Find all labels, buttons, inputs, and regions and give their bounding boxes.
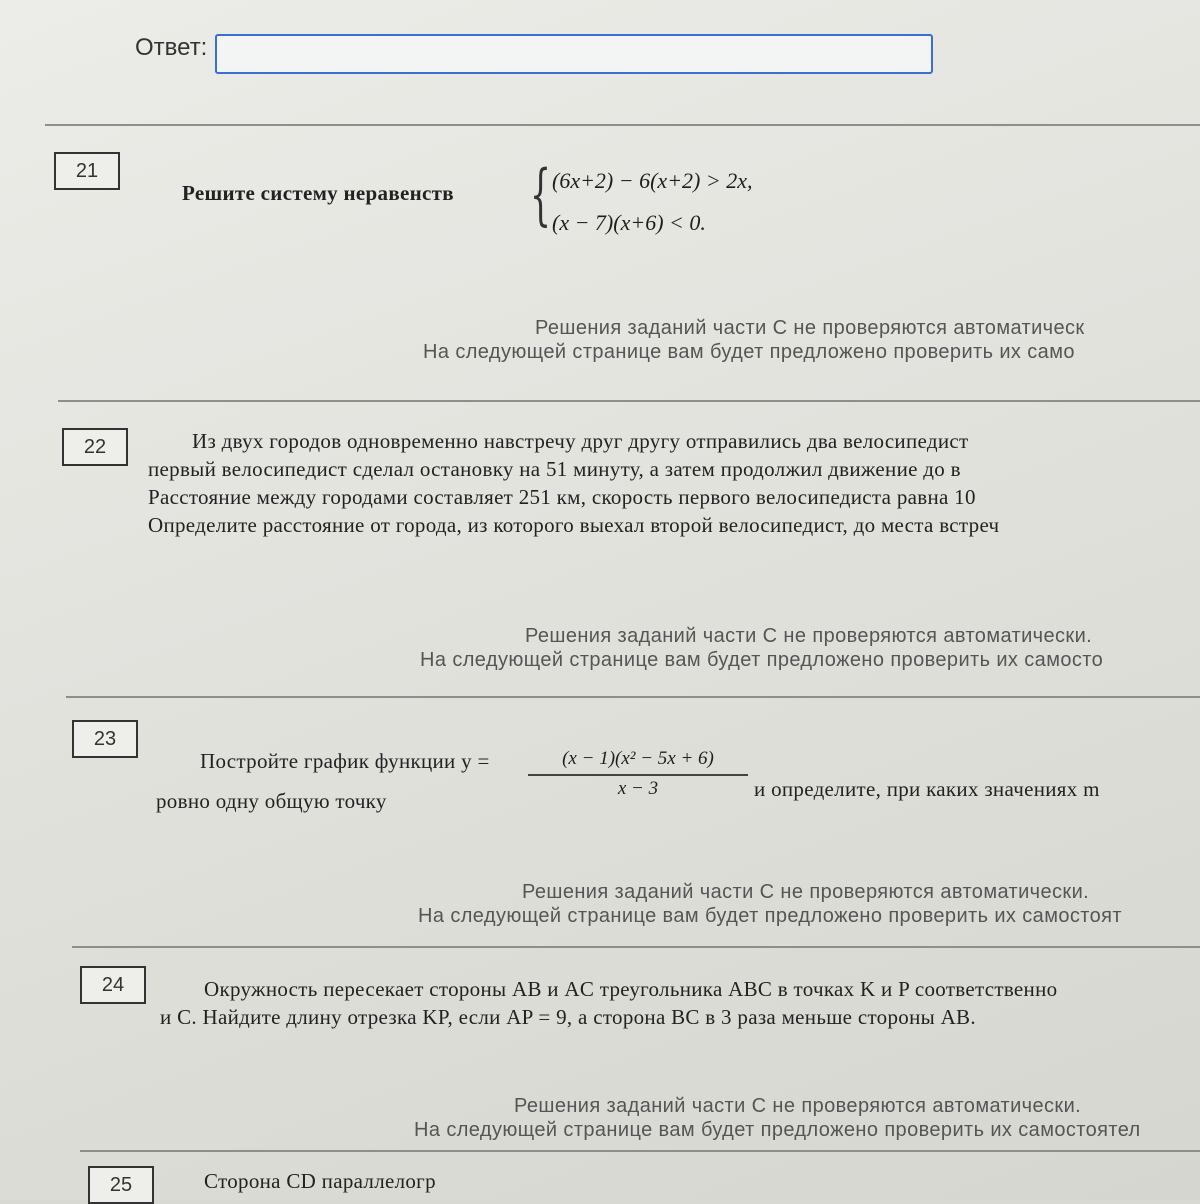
answer-label: Ответ: <box>135 34 208 61</box>
divider <box>72 946 1200 948</box>
inequality-1: (6x+2) − 6(x+2) > 2x, <box>552 168 753 193</box>
task-24-line2: и C. Найдите длину отрезка KP, если AP = 9, а сторона BC в 3 раза меньше стороны AB. <box>160 1005 976 1029</box>
answer-input[interactable] <box>215 34 933 74</box>
fraction-numerator: (x − 1)(x² − 5x + 6) <box>562 748 714 769</box>
divider <box>58 400 1200 402</box>
divider <box>45 124 1200 126</box>
task-22-line2: первый велосипедист сделал остановку на 51 минуту, а затем продолжил движение до в <box>148 457 961 481</box>
task-25-text: Сторона CD параллелогр <box>204 1169 436 1193</box>
task-23-text-after: и определите, при каких значениях m <box>754 777 1100 801</box>
task-23-note-line1: Решения заданий части С не проверяются автоматически. <box>522 881 1090 903</box>
task-24-line1: Окружность пересекает стороны AB и AC треугольника ABC в точках K и P соответственно <box>204 977 1058 1001</box>
task-number-22: 22 <box>62 428 128 466</box>
task-23-note-line2: На следующей странице вам будет предложено проверить их самостоят <box>418 905 1122 927</box>
task-24-note-line2: На следующей странице вам будет предложено проверить их самостоятел <box>414 1119 1141 1141</box>
brace-icon: { <box>530 156 551 233</box>
task-23-text-before: Постройте график функции y = <box>200 749 490 773</box>
divider <box>80 1150 1200 1152</box>
task-number-23: 23 <box>72 720 138 758</box>
task-number-25: 25 <box>88 1166 154 1204</box>
task-22-line1: Из двух городов одновременно навстречу друг другу отправились два велосипедист <box>192 429 969 453</box>
task-21-text: Решите систему неравенств <box>182 181 454 205</box>
task-21-note-line1: Решения заданий части С не проверяются автоматическ <box>535 317 1085 339</box>
task-22-line4: Определите расстояние от города, из которого выехал второй велосипедист, до места встреч <box>148 513 1000 537</box>
fraction-bar <box>528 774 748 776</box>
inequality-2: (x − 7)(x+6) < 0. <box>552 210 706 235</box>
task-23-line2: ровно одну общую точку <box>156 789 387 813</box>
fraction-denominator: x − 3 <box>617 778 659 799</box>
task-22-note-line1: Решения заданий части С не проверяются автоматически. <box>525 625 1093 647</box>
task-number-24: 24 <box>80 966 146 1004</box>
task-number-21: 21 <box>54 152 120 190</box>
task-24-note-line1: Решения заданий части С не проверяются автоматически. <box>514 1095 1082 1117</box>
task-22-note-line2: На следующей странице вам будет предложено проверить их самосто <box>420 649 1104 671</box>
task-21-note-line2: На следующей странице вам будет предложено проверить их само <box>423 341 1075 363</box>
task-22-line3: Расстояние между городами составляет 251 км, скорость первого велосипедиста равна 10 <box>148 485 976 509</box>
divider <box>66 696 1200 698</box>
